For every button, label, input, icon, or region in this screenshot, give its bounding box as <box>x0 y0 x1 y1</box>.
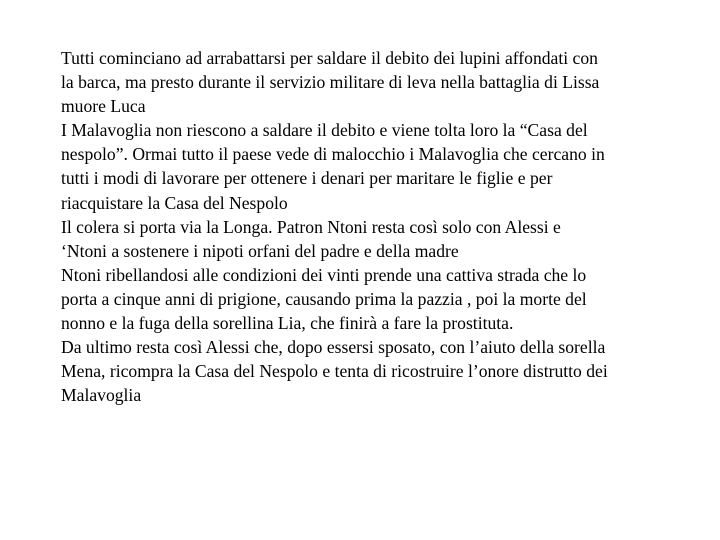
body-text <box>61 46 691 407</box>
paragraph-casa-nespolo-lost: I Malavoglia non riescono a saldare il debito e viene tolta loro la “Casa del nespolo”. Ormai tutto il paese vede di malocchio i Malavoglia che cercano in tutti i modi di lavorare per ottenere i denari per maritare le figlie e per riacquistare la Casa del Nespolo <box>61 120 605 213</box>
paragraph-cholera-longa: Il colera si porta via la Longa. Patron Ntoni resta così solo con Alessi e ‘Ntoni a sostenere i nipoti orfani del padre e della madre <box>61 216 561 261</box>
paragraph-lupini-debt: Tutti cominciano ad arrabattarsi per saldare il debito dei lupini affondati con la barca, ma presto durante il servizio militare di leva nella battaglia di Lissa muore Luca <box>61 48 600 117</box>
paragraph-ntoni-rebellion: Ntoni ribellandosi alle condizioni dei vinti prende una cattiva strada che lo porta a cinque anni di prigione, causando prima la pazzia , poi la morte del nonno e la fuga della sorellina Lia, che finirà a fare la prostituta. <box>61 264 587 334</box>
paragraph-alessi-ending: Da ultimo resta così Alessi che, dopo essersi sposato, con l’aiuto della sorella Mena, ricompra la Casa del Nespolo e tenta di ricostruire l’onore distrutto dei Malavoglia <box>61 337 608 406</box>
